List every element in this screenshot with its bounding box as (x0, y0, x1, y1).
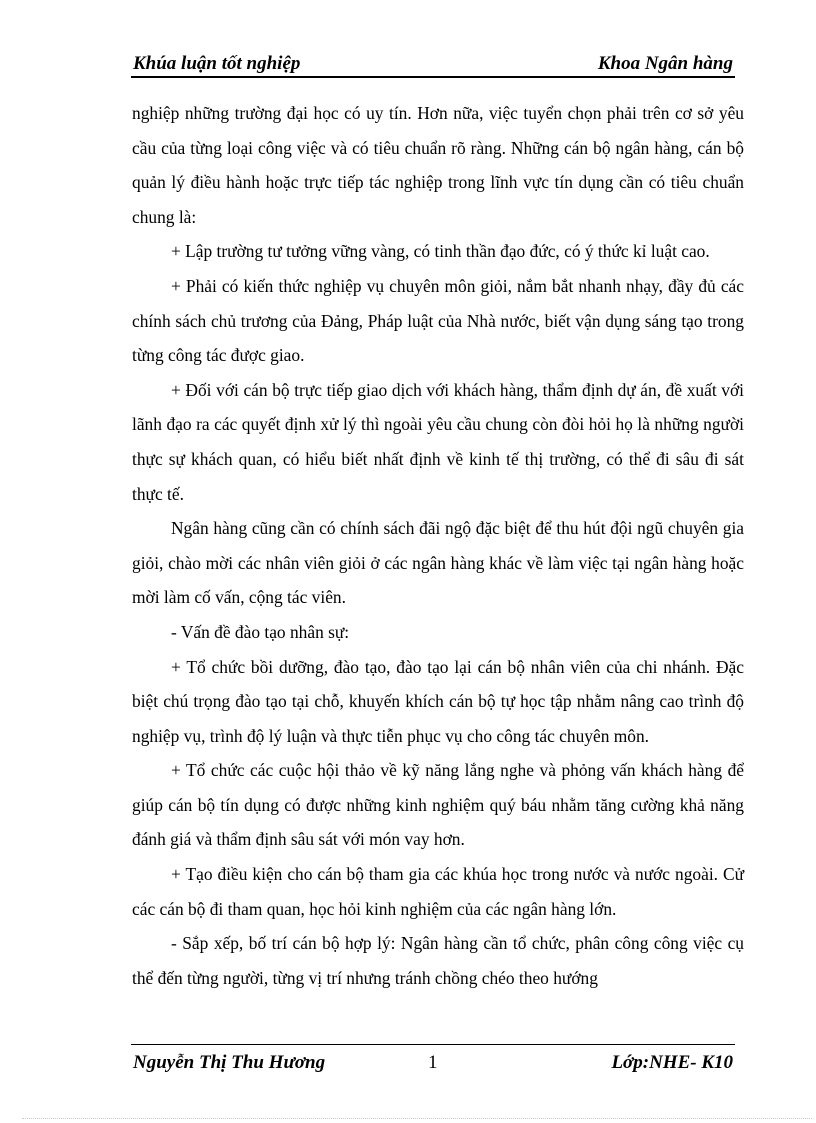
paragraph-6: - Vấn đề đào tạo nhân sự: (171, 621, 350, 642)
paragraph-5: Ngân hàng cũng cần có chính sách đãi ngộ đặc biệt để thu hút đội ngũ chuyên gia giỏi, chào mời các nhân viên giỏi ở các ngân hàng khác về làm việc tại ngân hàng hoặc mời làm cố vấn, cộng tác viên. (132, 518, 744, 608)
page-header (131, 52, 735, 78)
header-thesis-title: Khúa luận tốt nghiệp (133, 53, 301, 74)
page-footer (131, 1044, 735, 1075)
header-faculty: Khoa Ngân hàng (597, 53, 733, 74)
document-body (132, 96, 744, 995)
page-edge-divider (22, 1118, 812, 1119)
footer-author: Nguyễn Thị Thu Hương (133, 1052, 326, 1073)
footer-class: Lớp:NHE- K10 (611, 1052, 733, 1073)
paragraph-10: - Sắp xếp, bố trí cán bộ hợp lý: Ngân hàng cần tổ chức, phân công công việc cụ thể đến từng người, từng vị trí nhưng tránh chồng chéo theo hướng (132, 933, 744, 988)
paragraph-7: + Tổ chức bồi dưỡng, đào tạo, đào tạo lại cán bộ nhân viên của chi nhánh. Đặc biệt chú trọng đào tạo tại chỗ, khuyến khích cán bộ tự học tập nhằm nâng cao trình độ nghiệp vụ, trình độ lý luận và thực tiễn phục vụ cho công tác chuyên môn. (132, 656, 744, 746)
page-number: 1 (428, 1052, 438, 1073)
paragraph-1: nghiệp những trường đại học có uy tín. Hơn nữa, việc tuyển chọn phải trên cơ sở yêu cầu của từng loại công việc và có tiêu chuẩn rõ ràng. Những cán bộ ngân hàng, cán bộ quản lý điều hành hoặc trực tiếp tác nghiệp trong lĩnh vực tín dụng cần có tiêu chuẩn chung là: (132, 103, 744, 227)
paragraph-8: + Tổ chức các cuộc hội thảo về kỹ năng lắng nghe và phỏng vấn khách hàng để giúp cán bộ tín dụng có được những kinh nghiệm quý báu nhằm tăng cường khả năng đánh giá và thẩm định sâu sát với món vay hơn. (132, 760, 744, 850)
paragraph-2: + Lập trường tư tưởng vững vàng, có tinh thần đạo đức, có ý thức kỉ luật cao. (171, 241, 710, 262)
paragraph-3: + Phải có kiến thức nghiệp vụ chuyên môn giỏi, nắm bắt nhanh nhạy, đầy đủ các chính sách chủ trương của Đảng, Pháp luật của Nhà nước, biết vận dụng sáng tạo trong từng công tác được giao. (132, 275, 744, 366)
paragraph-9: + Tạo điều kiện cho cán bộ tham gia các khúa học trong nước và nước ngoài. Cử các cán bộ đi tham quan, học hỏi kinh nghiệm của các ngân hàng lớn. (132, 864, 744, 919)
paragraph-4: + Đối với cán bộ trực tiếp giao dịch với khách hàng, thẩm định dự án, đề xuất với lãnh đạo ra các quyết định xử lý thì ngoài yêu cầu chung còn đòi hỏi họ là những người thực sự khách quan, có hiểu biết nhất định về kinh tế thị trường, có thể đi sâu đi sát thực tế. (132, 379, 744, 504)
